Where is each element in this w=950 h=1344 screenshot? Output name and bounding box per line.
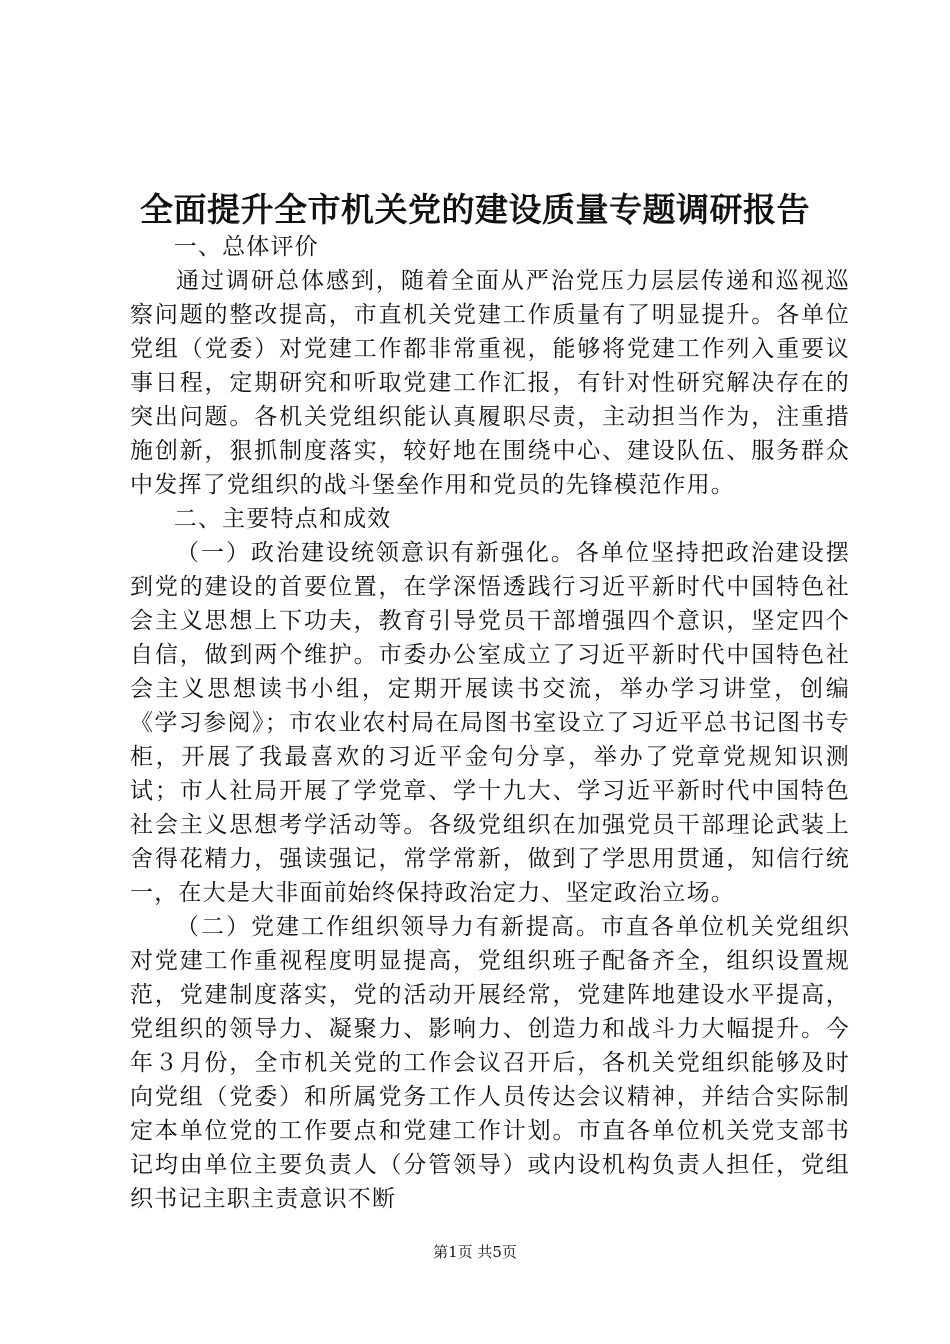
paragraph-overall-evaluation: 通过调研总体感到，随着全面从严治党压力层层传递和巡视巡察问题的整改提高，市直机关党建工作质量有了明显提升。各单位党组（党委）对党建工作都非常重视，能够将党建工作列入重要议事日程，定期研究和听取党建工作汇报，有针对性研究解决存在的突出问题。各机关党组织能认真履职尽责，主动担当作为，注重措施创新，狠抓制度落实，较好地在围绕中心、建设队伍、服务群众中发挥了党组织的战斗堡垒作用和党员的先锋模范作用。 xyxy=(130,268,850,498)
page-number-footer: 第1页 共5页 xyxy=(433,1243,517,1261)
document-title: 全面提升全市机关党的建设质量专题调研报告 xyxy=(140,190,810,229)
section-heading-main-features: 二、主要特点和成效 xyxy=(173,506,392,532)
document-body xyxy=(130,230,850,1216)
section-heading-overall-evaluation: 一、总体评价 xyxy=(173,234,319,260)
paragraph-political-construction: （一）政治建设统领意识有新强化。各单位坚持把政治建设摆到党的建设的首要位置，在学深悟透践行习近平新时代中国特色社会主义思想上下功夫，教育引导党员干部增强四个意识，坚定四个自信，做到两个维护。市委办公室成立了习近平新时代中国特色社会主义思想读书小组，定期开展读书交流，举办学习讲堂，创编《学习参阅》；市农业农村局在局图书室设立了习近平总书记图书专柜，开展了我最喜欢的习近平金句分享，举办了党章党规知识测试；市人社局开展了学党章、学十九大、学习近平新时代中国特色社会主义思想考学活动等。各级党组织在加强党员干部理论武装上舍得花精力，强读强记，常学常新，做到了学思用贯通，知信行统一，在大是大非面前始终保持政治定力、坚定政治立场。 xyxy=(130,540,850,906)
paragraph-organizational-leadership: （二）党建工作组织领导力有新提高。市直各单位机关党组织对党建工作重视程度明显提高，党组织班子配备齐全，组织设置规范，党建制度落实，党的活动开展经常，党建阵地建设水平提高，党组织的领导力、凝聚力、影响力、创造力和战斗力大幅提升。今年３月份，全市机关党的工作会议召开后，各机关党组织能够及时向党组（党委）和所属党务工作人员传达会议精神，并结合实际制定本单位党的工作要点和党建工作计划。市直各单位机关党支部书记均由单位主要负责人（分管领导）或内设机构负责人担任，党组织书记主职主责意识不断 xyxy=(130,914,850,1212)
